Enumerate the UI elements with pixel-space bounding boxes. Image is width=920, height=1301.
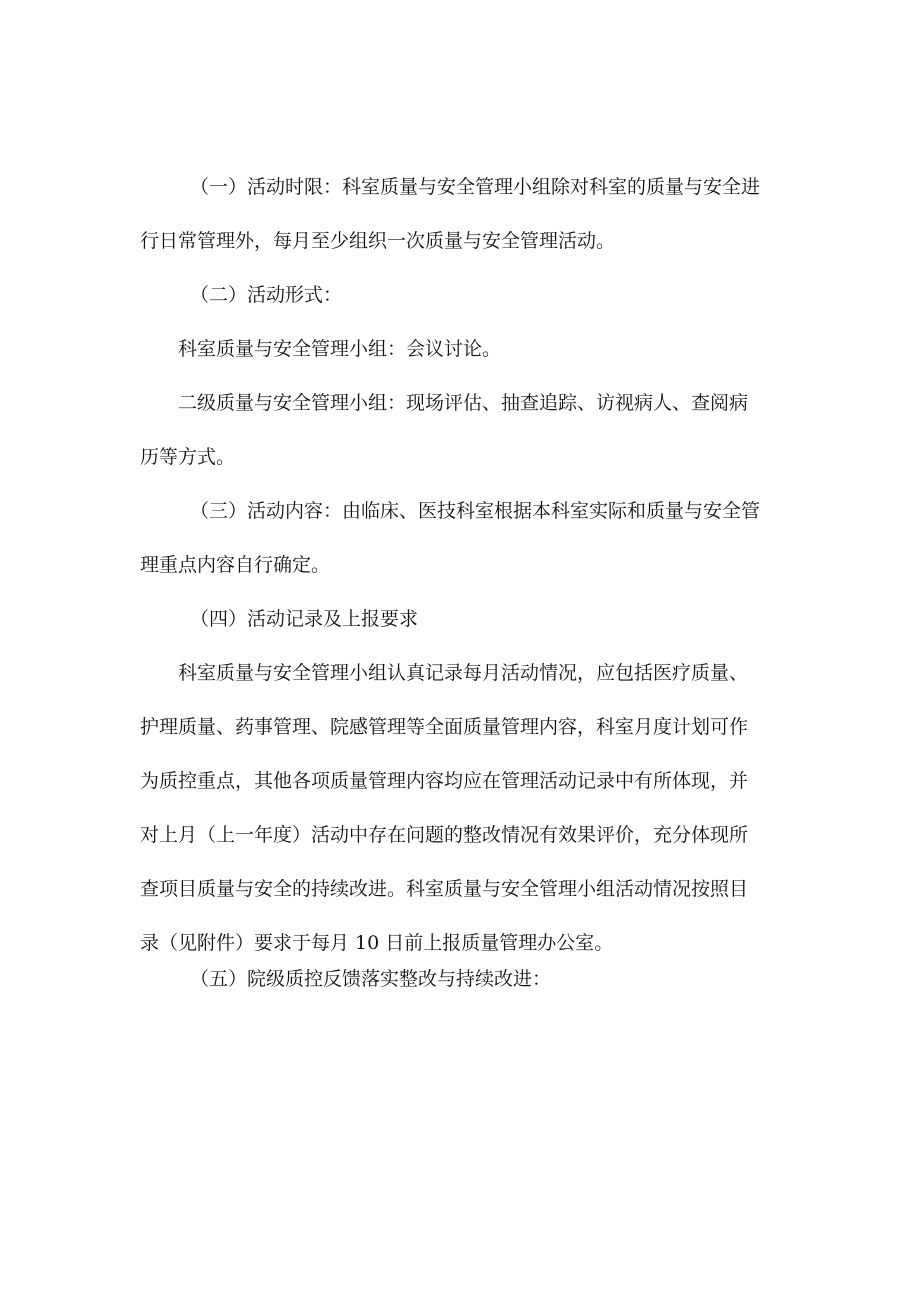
text-line: 二级质量与安全管理小组：现场评估、抽查追踪、访视病人、查阅病	[178, 392, 749, 414]
paragraph-activity-time	[140, 160, 790, 268]
paragraph-second-level-group	[140, 376, 790, 484]
text-line: （三）活动内容：由临床、医技科室根据本科室实际和质量与安全管	[190, 500, 761, 522]
text-line: 录（见附件）要求于每月 10 日前上报质量管理办公室。	[140, 932, 614, 954]
paragraph-record-heading	[170, 592, 790, 646]
text-line: 为质控重点，其他各项质量管理内容均应在管理活动记录中有所体现，并	[140, 770, 749, 792]
paragraph-department-group	[170, 322, 790, 376]
text-line: （二）活动形式：	[190, 284, 343, 306]
text-line: 行日常管理外，每月至少组织一次质量与安全管理活动。	[140, 230, 616, 252]
paragraph-record-requirements	[140, 646, 790, 970]
text-line: 对上月（上一年度）活动中存在问题的整改情况有效果评价，充分体现所	[140, 824, 749, 846]
paragraph-activity-content	[140, 484, 790, 592]
text-line: 科室质量与安全管理小组认真记录每月活动情况，应包括医疗质量、	[178, 662, 749, 684]
text-line: 护理质量、药事管理、院感管理等全面质量管理内容，科室月度计划可作	[140, 716, 749, 738]
paragraph-feedback-heading	[170, 952, 790, 1006]
text-line: 理重点内容自行确定。	[140, 554, 331, 576]
text-line: 查项目质量与安全的持续改进。科室质量与安全管理小组活动情况按照目	[140, 878, 749, 900]
paragraph-activity-form-heading	[170, 268, 790, 322]
text-line: （四）活动记录及上报要求	[190, 608, 419, 630]
text-line: （一）活动时限：科室质量与安全管理小组除对科室的质量与安全进	[190, 176, 761, 198]
text-line: 历等方式。	[140, 446, 236, 468]
text-line: （五）院级质控反馈落实整改与持续改进：	[190, 968, 552, 990]
text-line: 科室质量与安全管理小组：会议讨论。	[178, 338, 502, 360]
